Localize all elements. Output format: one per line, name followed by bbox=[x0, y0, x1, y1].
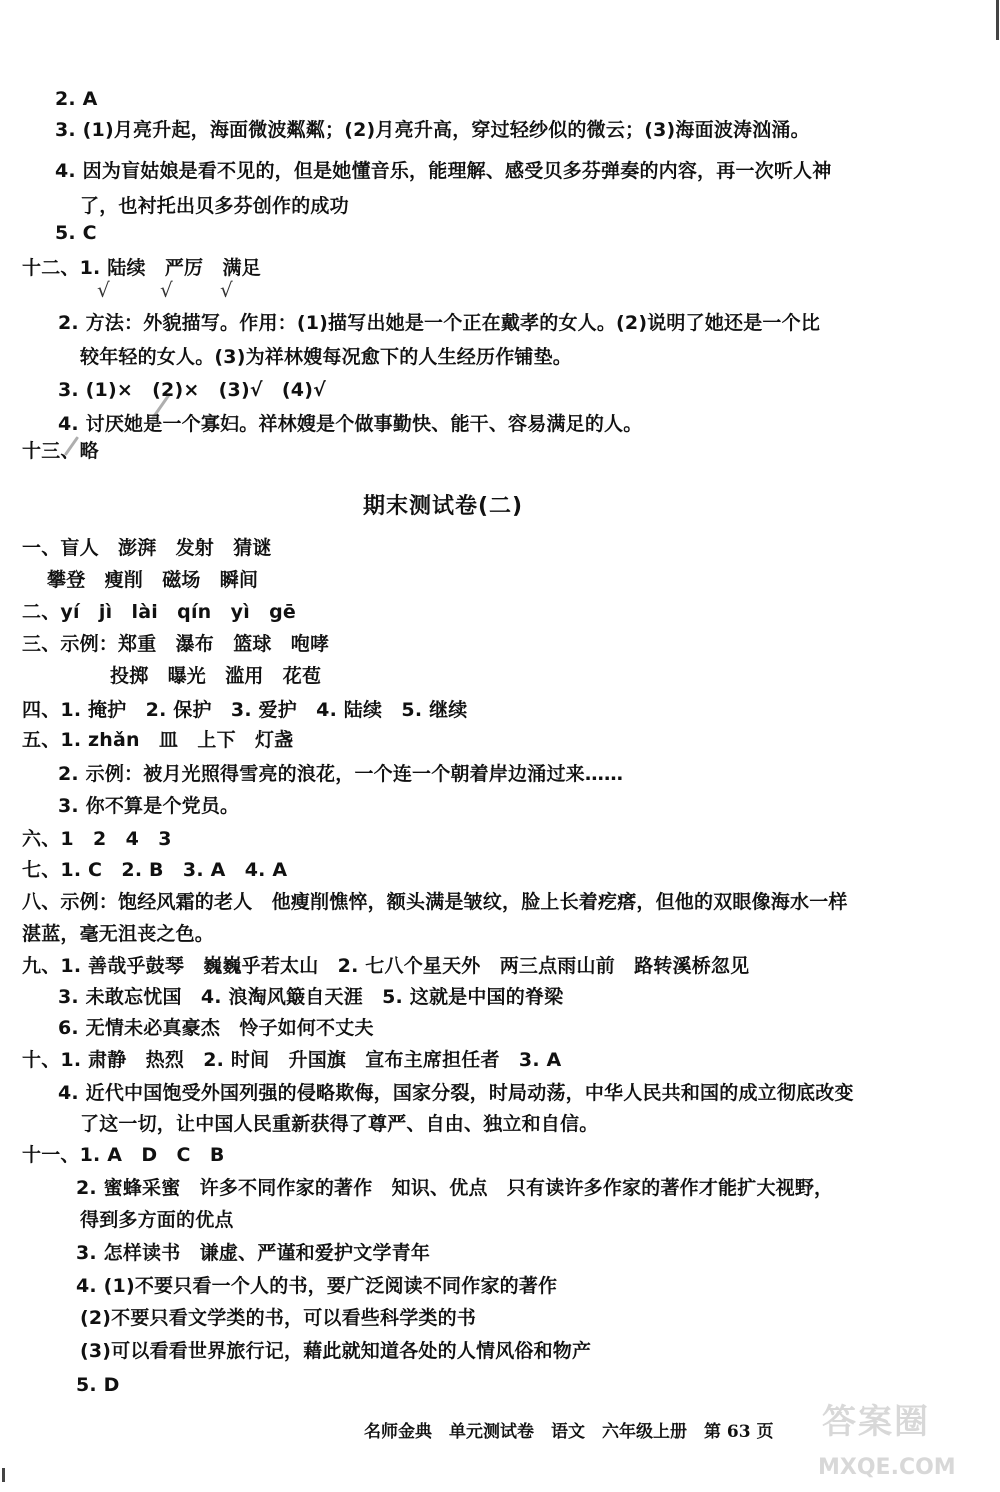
answer-line: 十二、1. 陆续 严厉 满足 bbox=[22, 257, 261, 279]
answer-line: 6. 无情未必真豪杰 怜子如何不丈夫 bbox=[58, 1017, 374, 1039]
answer-line: 一、盲人 澎湃 发射 猜谜 bbox=[22, 537, 272, 559]
answer-line: 十三、略 bbox=[22, 440, 99, 462]
scan-edge-mark bbox=[996, 0, 999, 40]
answer-line: 3. (1)× (2)× (3)√ (4)√ bbox=[58, 379, 326, 401]
answer-line: 得到多方面的优点 bbox=[80, 1209, 234, 1231]
answer-line: 八、示例：饱经风霜的老人 他瘦削憔悴，额头满是皱纹，脸上长着疙瘩，但他的双眼像海水一样 bbox=[22, 891, 848, 913]
answer-line: 七、1. C 2. B 3. A 4. A bbox=[22, 859, 288, 881]
handwritten-check-3: √ bbox=[220, 278, 233, 302]
answer-line: 2. 示例：被月光照得雪亮的浪花，一个连一个朝着岸边涌过来…… bbox=[58, 763, 624, 785]
watermark-url: MXQE.COM bbox=[818, 1455, 956, 1480]
answer-line: 五、1. zhǎn 皿 上下 灯盏 bbox=[22, 729, 294, 751]
answer-line: 了这一切，让中国人民重新获得了尊严、自由、独立和自信。 bbox=[80, 1113, 599, 1135]
answer-line: (2)不要只看文学类的书，可以看些科学类的书 bbox=[80, 1307, 476, 1329]
scan-edge-mark bbox=[2, 1468, 5, 1482]
watermark-text: 答案圈 bbox=[822, 1402, 930, 1442]
answer-line: 4. 因为盲姑娘是看不见的，但是她懂音乐，能理解、感受贝多芬弹奏的内容，再一次听人神 bbox=[55, 160, 832, 182]
answer-line: 2. 方法：外貌描写。作用：(1)描写出她是一个正在戴孝的女人。(2)说明了她还是一个比 bbox=[58, 312, 821, 334]
answer-line: 3. 未敢忘忧国 4. 浪淘风簸自天涯 5. 这就是中国的脊梁 bbox=[58, 986, 564, 1008]
handwritten-check-1: √ bbox=[97, 278, 110, 302]
answer-line: 四、1. 掩护 2. 保护 3. 爱护 4. 陆续 5. 继续 bbox=[22, 699, 468, 721]
answer-line: 3. 你不算是个党员。 bbox=[58, 795, 240, 817]
answer-line: 3. 怎样读书 谦虚、严谨和爱护文学青年 bbox=[76, 1242, 431, 1264]
answer-line: 湛蓝，毫无沮丧之色。 bbox=[22, 923, 215, 945]
answer-line: 六、1 2 4 3 bbox=[22, 828, 172, 850]
answer-line: 4. 讨厌她是一个寡妇。祥林嫂是个做事勤快、能干、容易满足的人。 bbox=[58, 413, 643, 435]
answer-line: 5. C bbox=[55, 222, 97, 244]
handwritten-check-2: √ bbox=[160, 278, 173, 302]
answer-line: 投掷 曝光 滥用 花苞 bbox=[110, 665, 322, 687]
answer-line: 2. 蜜蜂采蜜 许多不同作家的著作 知识、优点 只有读许多作家的著作才能扩大视野， bbox=[76, 1177, 834, 1199]
answer-line: 较年轻的女人。(3)为祥林嫂每况愈下的人生经历作铺垫。 bbox=[80, 346, 572, 368]
answer-line: 十一、1. A D C B bbox=[22, 1144, 225, 1166]
answer-line: 4. 近代中国饱受外国列强的侵略欺侮，国家分裂，时局动荡，中华人民共和国的成立彻底改变 bbox=[58, 1082, 854, 1104]
answer-line: 九、1. 善哉乎鼓琴 巍巍乎若太山 2. 七八个星天外 两三点雨山前 路转溪桥忽见 bbox=[22, 955, 750, 977]
answer-line: 4. (1)不要只看一个人的书，要广泛阅读不同作家的著作 bbox=[76, 1275, 558, 1297]
answer-line: 二、yí jì lài qín yì gē bbox=[22, 601, 296, 623]
answer-line: 十、1. 肃静 热烈 2. 时间 升国旗 宣布主席担任者 3. A bbox=[22, 1049, 562, 1071]
answer-line: 三、示例：郑重 瀑布 篮球 咆哮 bbox=[22, 633, 330, 655]
answer-line: 2. A bbox=[55, 88, 98, 110]
section-title: 期末测试卷(二) bbox=[363, 494, 524, 519]
answer-line: 3. (1)月亮升起，海面微波粼粼；(2)月亮升高，穿过轻纱似的微云；(3)海面波涛汹涌。 bbox=[55, 119, 810, 141]
answer-line: 了，也衬托出贝多芬创作的成功 bbox=[80, 195, 349, 217]
answer-line: 5. D bbox=[76, 1374, 120, 1396]
page-footer: 名师金典 单元测试卷 语文 六年级上册 第 63 页 bbox=[364, 1422, 774, 1442]
watermark-logo bbox=[816, 1394, 986, 1484]
answer-line: 攀登 瘦削 磁场 瞬间 bbox=[47, 569, 259, 591]
answer-line: (3)可以看看世界旅行记，藉此就知道各处的人情风俗和物产 bbox=[80, 1340, 592, 1362]
